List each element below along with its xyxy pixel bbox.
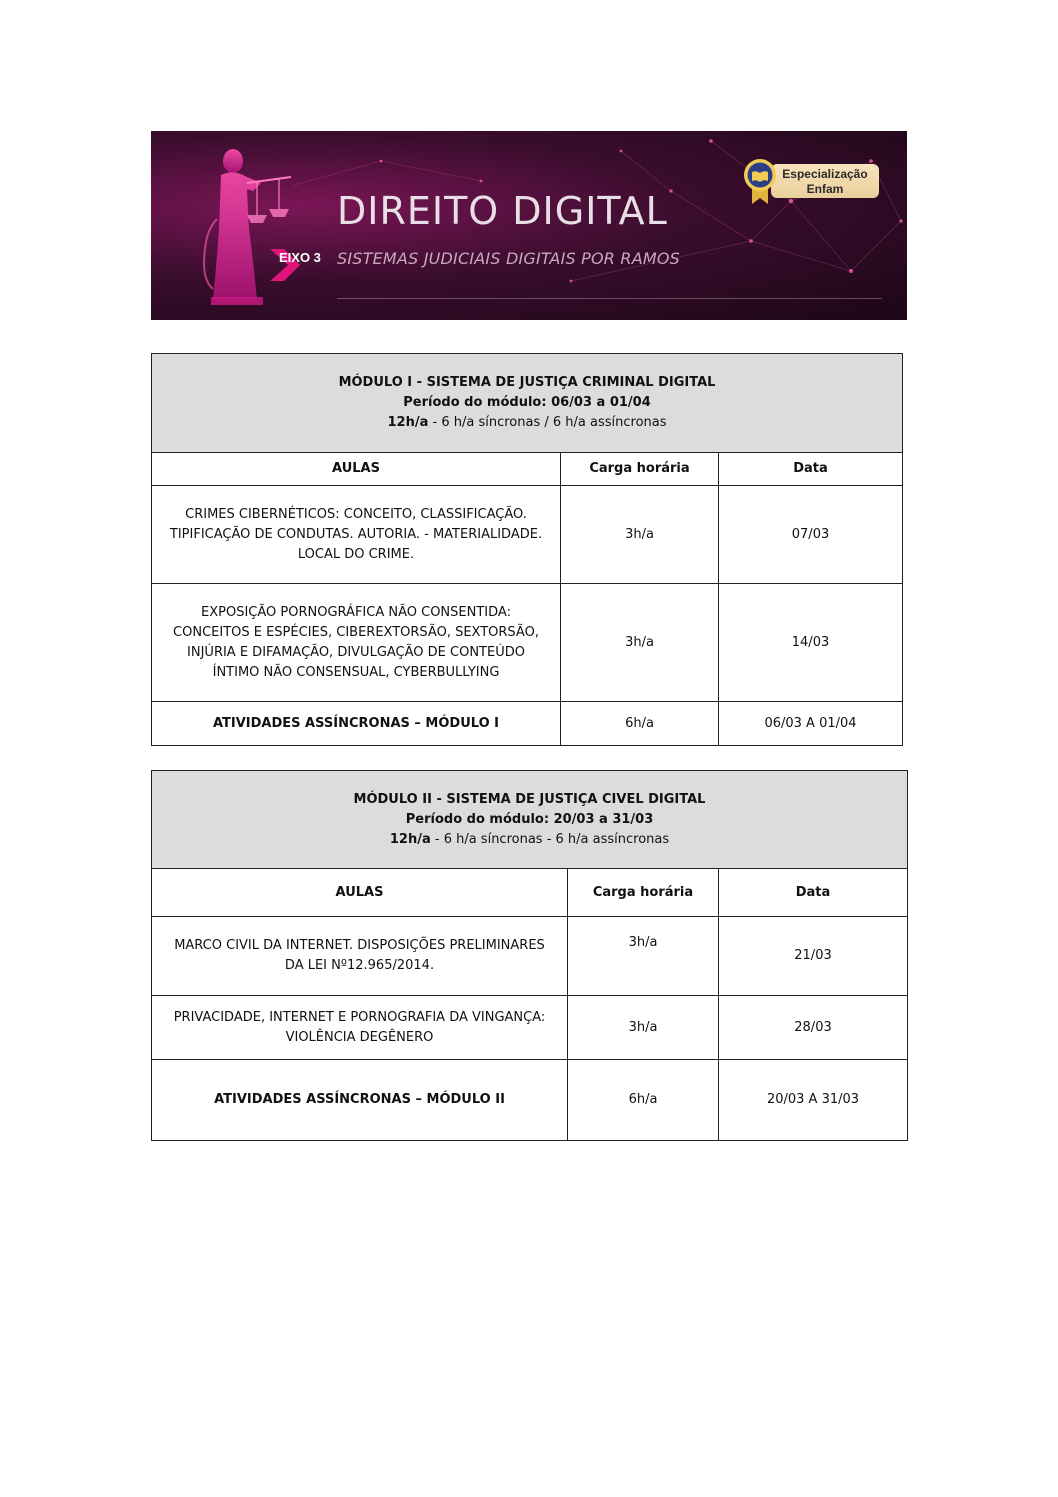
hours-cell: 6h/a bbox=[561, 702, 719, 746]
hours-cell: 3h/a bbox=[568, 996, 719, 1060]
module-2-table bbox=[151, 770, 908, 1141]
col-header-carga: Carga horária bbox=[561, 453, 719, 486]
lesson-line: INJÚRIA E DIFAMAÇÃO, DIVULGAÇÃO DE CONTEÚDO bbox=[187, 644, 525, 660]
lesson-cell bbox=[152, 486, 561, 584]
col-header-aulas: AULAS bbox=[152, 453, 561, 486]
module-header bbox=[152, 354, 903, 453]
table-row bbox=[152, 702, 903, 746]
module-title: MÓDULO I - SISTEMA DE JUSTIÇA CRIMINAL DIGITAL bbox=[338, 375, 716, 390]
banner-divider bbox=[337, 298, 882, 299]
module-header-row bbox=[152, 771, 908, 869]
column-header-row bbox=[152, 453, 903, 486]
module-hours-total: 12h/a bbox=[389, 831, 431, 847]
date-cell: 07/03 bbox=[719, 486, 903, 584]
lesson-cell: ATIVIDADES ASSÍNCRONAS – MÓDULO II bbox=[152, 1060, 568, 1141]
module-hours-detail: - 6 h/a síncronas / 6 h/a assíncronas bbox=[428, 415, 667, 430]
module-hours bbox=[156, 413, 898, 433]
lesson-line: CRIMES CIBERNÉTICOS: CONCEITO, CLASSIFICAÇÃO. bbox=[185, 506, 527, 522]
seal-icon bbox=[743, 158, 777, 204]
lesson-line: ÍNTIMO NÃO CONSENSUAL, CYBERBULLYING bbox=[212, 664, 500, 680]
lesson-line: CONCEITOS E ESPÉCIES, CIBEREXTORSÃO, SEXTORSÃO, bbox=[173, 624, 539, 640]
hours-cell: 3h/a bbox=[561, 584, 719, 702]
especializacao-badge bbox=[741, 158, 881, 206]
hours-cell: 3h/a bbox=[561, 486, 719, 584]
table-row bbox=[152, 1060, 908, 1141]
column-header-row bbox=[152, 869, 908, 917]
table-row bbox=[152, 917, 908, 996]
module-header bbox=[152, 771, 908, 869]
date-cell: 20/03 A 31/03 bbox=[719, 1060, 908, 1141]
col-header-carga: Carga horária bbox=[568, 869, 719, 917]
badge-line-1: Especialização bbox=[782, 167, 868, 181]
banner-subtitle: SISTEMAS JUDICIAIS DIGITAIS POR RAMOS bbox=[337, 249, 681, 268]
lesson-cell bbox=[152, 917, 568, 996]
lesson-line: VIOLÊNCIA DEGÊNERO bbox=[285, 1029, 434, 1045]
justice-statue-icon bbox=[191, 139, 301, 315]
date-cell: 14/03 bbox=[719, 584, 903, 702]
table-row bbox=[152, 486, 903, 584]
module-hours-detail: - 6 h/a síncronas - 6 h/a assíncronas bbox=[430, 831, 670, 847]
module-hours-total: 12h/a bbox=[387, 415, 429, 430]
lesson-line: TIPIFICAÇÃO DE CONDUTAS. AUTORIA. - MATERIALIDADE. bbox=[169, 526, 543, 542]
banner-title: DIREITO DIGITAL bbox=[337, 189, 668, 233]
header-banner bbox=[151, 131, 907, 320]
lesson-line: LOCAL DO CRIME. bbox=[297, 546, 415, 562]
lesson-cell: ATIVIDADES ASSÍNCRONAS – MÓDULO I bbox=[152, 702, 561, 746]
module-hours bbox=[156, 830, 903, 850]
date-cell: 21/03 bbox=[719, 917, 908, 996]
date-cell: 28/03 bbox=[719, 996, 908, 1060]
col-header-data: Data bbox=[719, 453, 903, 486]
lesson-line: PRIVACIDADE, INTERNET E PORNOGRAFIA DA VINGANÇA: bbox=[173, 1009, 546, 1025]
lesson-line: MARCO CIVIL DA INTERNET. DISPOSIÇÕES PRELIMINARES bbox=[174, 938, 545, 953]
module-period: Período do módulo: 20/03 a 31/03 bbox=[405, 811, 654, 827]
eixo-label: EIXO 3 bbox=[279, 250, 321, 265]
module-1-table bbox=[151, 353, 903, 746]
table-row bbox=[152, 996, 908, 1060]
date-cell: 06/03 A 01/04 bbox=[719, 702, 903, 746]
lesson-cell bbox=[152, 996, 568, 1060]
module-title: MÓDULO II - SISTEMA DE JUSTIÇA CIVEL DIGITAL bbox=[353, 791, 706, 807]
badge-label bbox=[771, 164, 879, 198]
module-period: Período do módulo: 06/03 a 01/04 bbox=[403, 395, 651, 410]
lesson-line: EXPOSIÇÃO PORNOGRÁFICA NÃO CONSENTIDA: bbox=[201, 604, 511, 620]
module-header-row bbox=[152, 354, 903, 453]
hours-cell: 6h/a bbox=[568, 1060, 719, 1141]
hours-cell: 3h/a bbox=[568, 917, 719, 996]
badge-line-2: Enfam bbox=[806, 182, 844, 196]
lesson-cell bbox=[152, 584, 561, 702]
lesson-line: DA LEI Nº12.965/2014. bbox=[284, 958, 435, 973]
col-header-aulas: AULAS bbox=[152, 869, 568, 917]
col-header-data: Data bbox=[719, 869, 908, 917]
table-row bbox=[152, 584, 903, 702]
